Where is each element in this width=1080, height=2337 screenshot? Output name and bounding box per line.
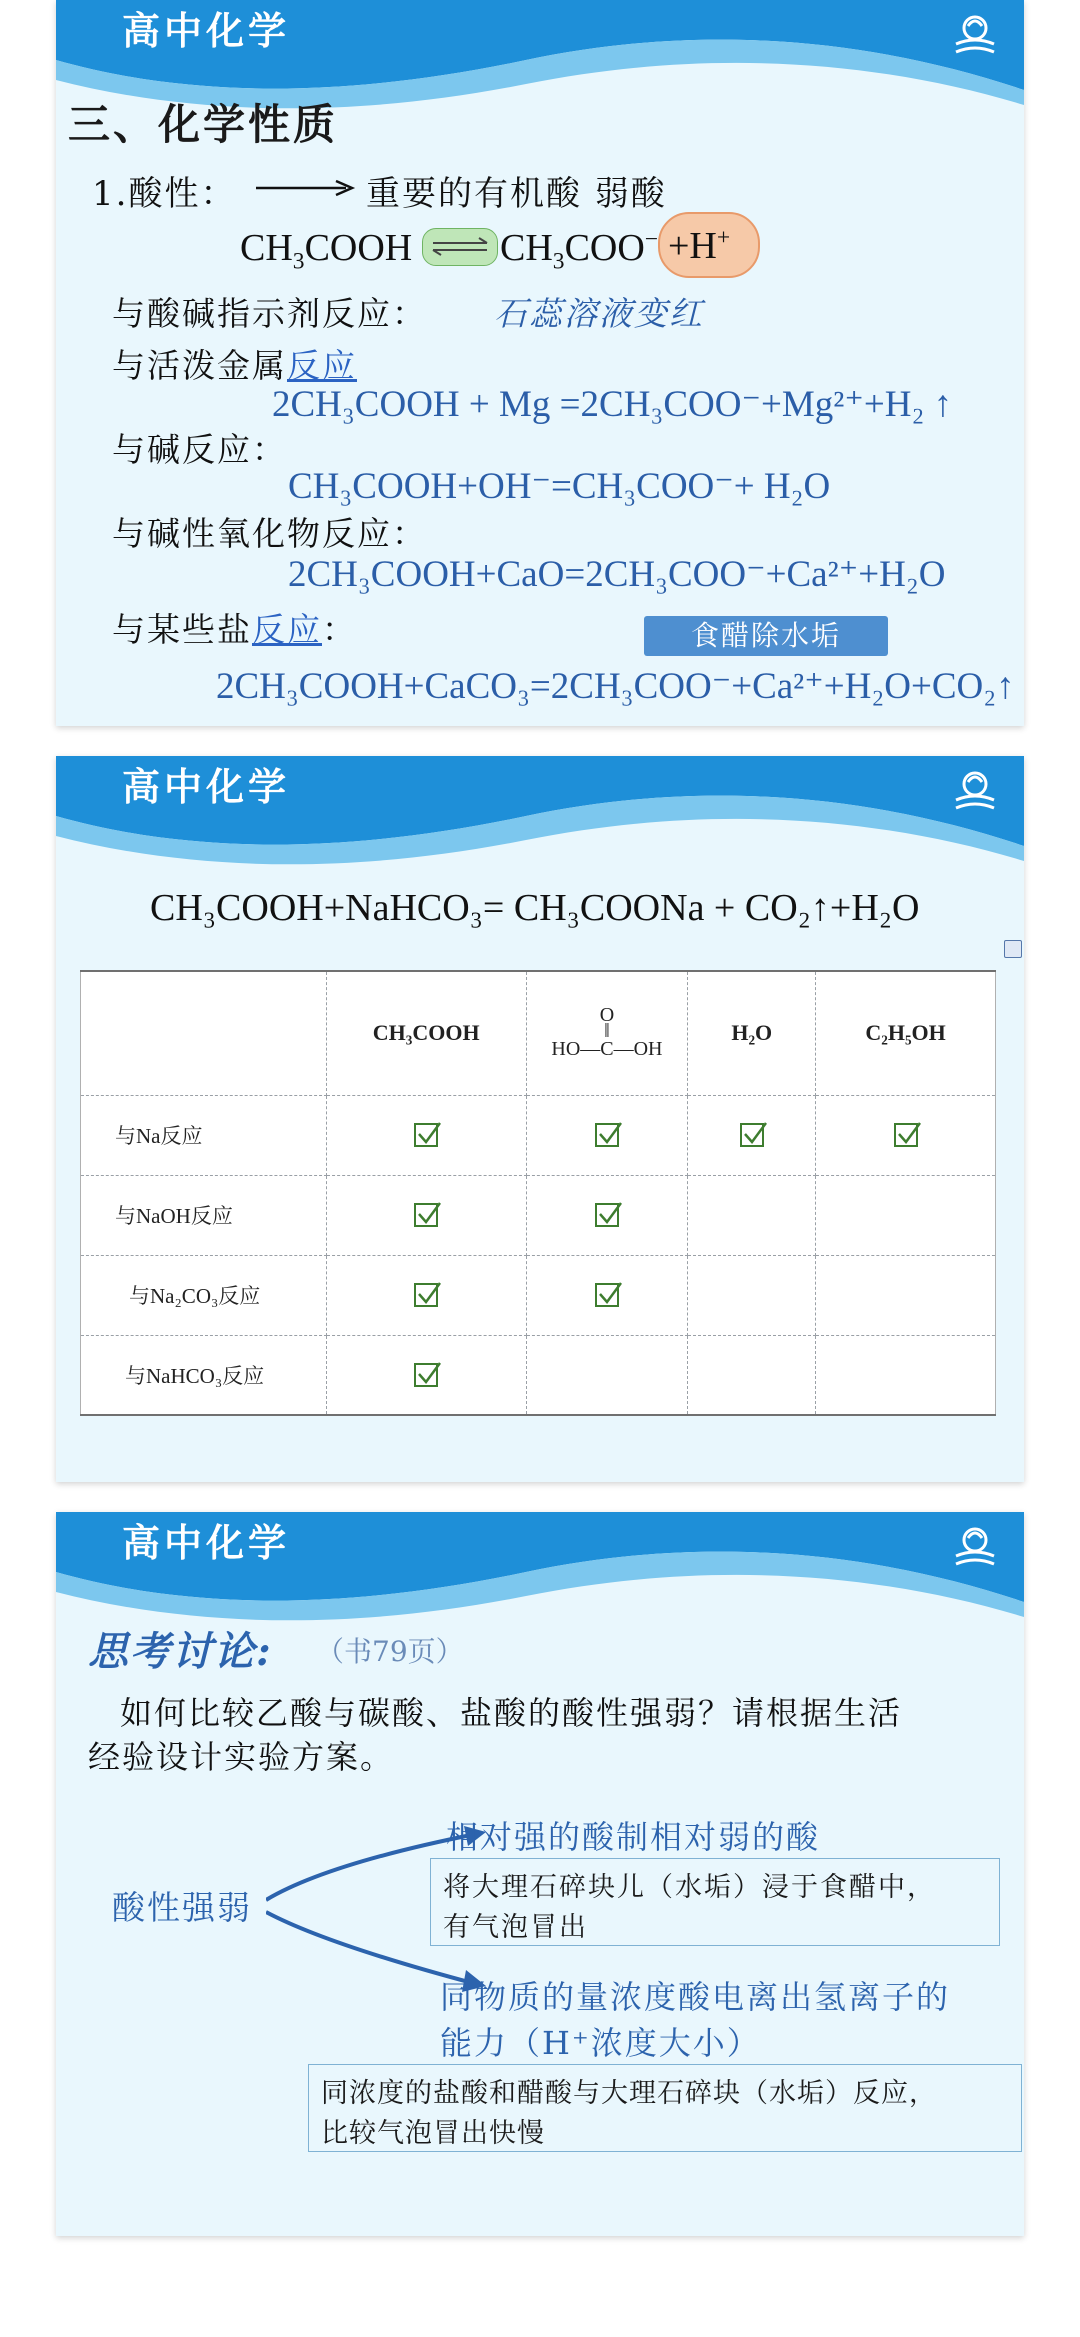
base-equation: CH₃COOH+OH⁻=CH₃COO⁻+ H₂O [288,466,831,507]
table-row [81,1335,996,1415]
empty-cell [688,1335,816,1415]
branch-1-text: 相对强的酸制相对弱的酸 [446,1818,821,1856]
row-label: 与Na₂CO₃反应 [81,1255,327,1335]
check-cell [526,1095,688,1175]
checkbox-checked-icon [414,1123,438,1147]
slide-2 [56,756,1024,1482]
table-row [81,1175,996,1255]
empty-cell [526,1335,688,1415]
globe-icon[interactable] [1004,940,1022,958]
h-ion: +H+ [668,224,731,267]
salt-equation: 2CH₃COOH+CaCO₃=2CH₃COO⁻+Ca²⁺+H₂O+CO₂↑ [216,666,1015,707]
section-title: 三、化学性质 [68,100,339,149]
table-row [81,1095,996,1175]
vinegar-tag: 食醋除水垢 [644,616,888,656]
salt-reaction-link[interactable]: 反应 [252,610,322,649]
metal-reaction-link[interactable]: 反应 [287,346,357,385]
arrow-icon [256,176,356,200]
slide-1 [56,0,1024,726]
empty-cell [688,1175,816,1255]
table-header-row [81,971,996,1095]
row-label: 与NaHCO₃反应 [81,1335,327,1415]
empty-cell [816,1175,996,1255]
bicarbonate-equation: CH₃COOH+NaHCO₃= CH₃COONa + CO₂↑+H₂O [150,887,920,929]
box-1-line-2: 有气泡冒出 [443,1912,588,1943]
carbonic-formula: HO—C—OH [551,1038,663,1061]
acidity-label: 1.酸性： [92,174,237,214]
indicator-label: 与酸碱指示剂反应： [112,294,427,333]
row-label: 与NaOH反应 [81,1175,327,1255]
check-cell [326,1095,526,1175]
question-line-2: 经验设计实验方案。 [88,1738,395,1776]
salt-label: 与某些盐反应： [112,610,357,649]
table-row [81,1255,996,1335]
school-logo-icon [952,12,998,62]
acidity-desc: 重要的有机酸 弱酸 [366,174,667,214]
check-cell [816,1095,996,1175]
equilibrium-arrow-icon [422,228,498,266]
school-logo-icon [952,768,998,818]
table-corner [81,971,327,1095]
empty-cell [688,1255,816,1335]
acidity-strength-label: 酸性强弱 [112,1888,252,1927]
base-label: 与碱反应： [112,430,287,469]
branch-2-line-1: 同物质的量浓度酸电离出氢离子的 [440,1978,951,2016]
checkbox-checked-icon [894,1123,918,1147]
page-reference: （书79页） [316,1635,464,1668]
check-cell [526,1175,688,1255]
col-ethanol: C₂H₅OH [816,971,996,1095]
empty-cell [816,1255,996,1335]
example-box-1 [430,1858,1000,1946]
col-acetic-acid: CH₃COOH [326,971,526,1095]
header-title: 高中化学 [122,765,291,809]
checkbox-checked-icon [595,1283,619,1307]
question-line-1: 如何比较乙酸与碳酸、盐酸的酸性强弱？请根据生活 [120,1694,903,1732]
check-cell [326,1335,526,1415]
ionization-right: $CH_3COO^-$ [500,226,659,275]
discussion-title: 思考讨论: [88,1628,273,1675]
metal-label: 与活泼金属反应 [112,346,357,385]
checkbox-checked-icon [595,1203,619,1227]
box-2-line-2: 比较气泡冒出快慢 [321,2118,545,2149]
checkbox-checked-icon [595,1123,619,1147]
carbonic-oxygen: O [599,1004,615,1027]
branch-2-line-2: 能力（H⁺浓度大小） [440,2024,761,2062]
comparison-table [80,970,996,1416]
check-cell [326,1255,526,1335]
example-box-2 [308,2064,1022,2152]
carbonic-double-bond: ‖ [604,1020,610,1043]
indicator-result: 石蕊溶液变红 [494,294,704,333]
box-1-line-1: 将大理石碎块儿（水垢）浸于食醋中， [443,1872,936,1903]
check-cell [526,1255,688,1335]
empty-cell [816,1335,996,1415]
ionization-left: $CH_3COOH$ [240,227,413,275]
checkbox-checked-icon [740,1123,764,1147]
header-title: 高中化学 [122,1521,291,1565]
row-label: 与Na反应 [81,1095,327,1175]
slide-header [56,756,1024,886]
school-logo-icon [952,1524,998,1574]
oxide-equation: 2CH₃COOH+CaO=2CH₃COO⁻+Ca²⁺+H₂O [288,554,946,595]
oxide-label: 与碱性氧化物反应： [112,514,427,553]
box-2-line-1: 同浓度的盐酸和醋酸与大理石碎块（水垢）反应， [321,2078,937,2109]
metal-equation: 2CH₃COOH + Mg =2CH₃COO⁻+Mg²⁺+H₂ ↑ [272,384,953,425]
col-water: H₂O [688,971,816,1095]
check-cell [688,1095,816,1175]
checkbox-checked-icon [414,1283,438,1307]
checkbox-checked-icon [414,1363,438,1387]
col-carbonic-acid [526,971,688,1095]
slide-3 [56,1512,1024,2236]
checkbox-checked-icon [414,1203,438,1227]
header-title: 高中化学 [122,9,291,53]
check-cell [326,1175,526,1255]
